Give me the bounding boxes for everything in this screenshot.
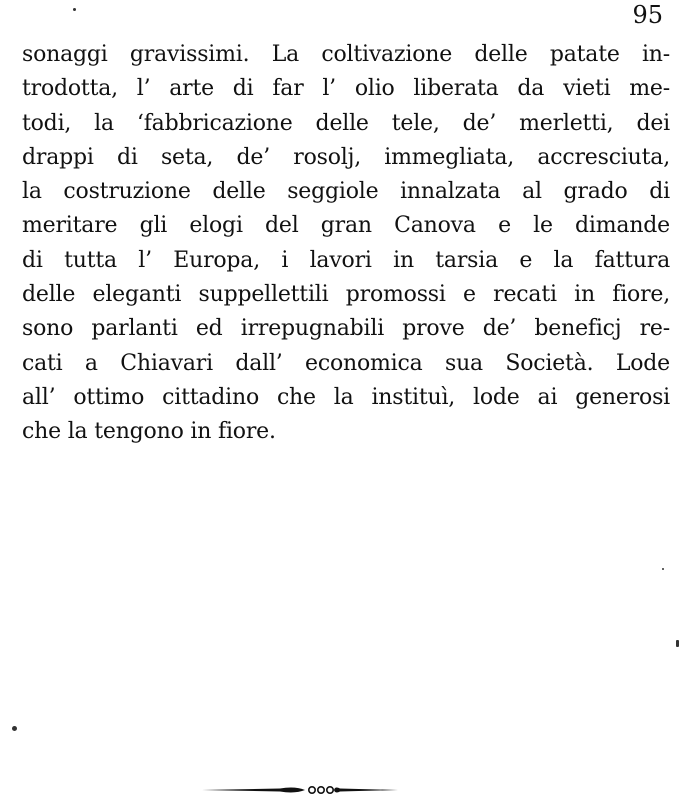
text-line: la costruzione delle seggiole innalzata al grado di [22,179,670,205]
page-number: 95 [632,1,663,29]
scan-speck [73,8,76,11]
text-line: trodotta, l’ arte di far l’ olio liberata da vieti me- [22,76,670,102]
text-line: delle eleganti suppellettili promossi e recati in fiore, [22,282,670,308]
text-line: di tutta l’ Europa, i lavori in tarsia e la fattura [22,247,670,273]
text-line: drappi di seta, de’ rosolj, immegliata, accresciuta, [22,144,670,170]
text-line: cati a Chiavari dall’ economica sua Società. Lode [22,350,670,376]
body-text [22,38,670,450]
text-line: sonaggi gravissimi. La coltivazione delle patate in- [22,42,670,67]
closing-ornament-icon [200,783,400,797]
text-line: sono parlanti ed irrepugnabili prove de’ beneficj re- [22,316,670,342]
text-line: todi, la ‘fabbricazione delle tele, de’ merletti, dei [22,110,670,136]
text-line: meritare gli elogi del gran Canova e le dimande [22,213,670,239]
scan-speck [662,568,664,570]
text-line: che la tengono in fiore. [22,419,276,445]
text-line: all’ ottimo cittadino che la instituì, lode ai generosi [22,384,670,410]
scan-speck [12,726,17,731]
scan-speck [676,640,679,647]
